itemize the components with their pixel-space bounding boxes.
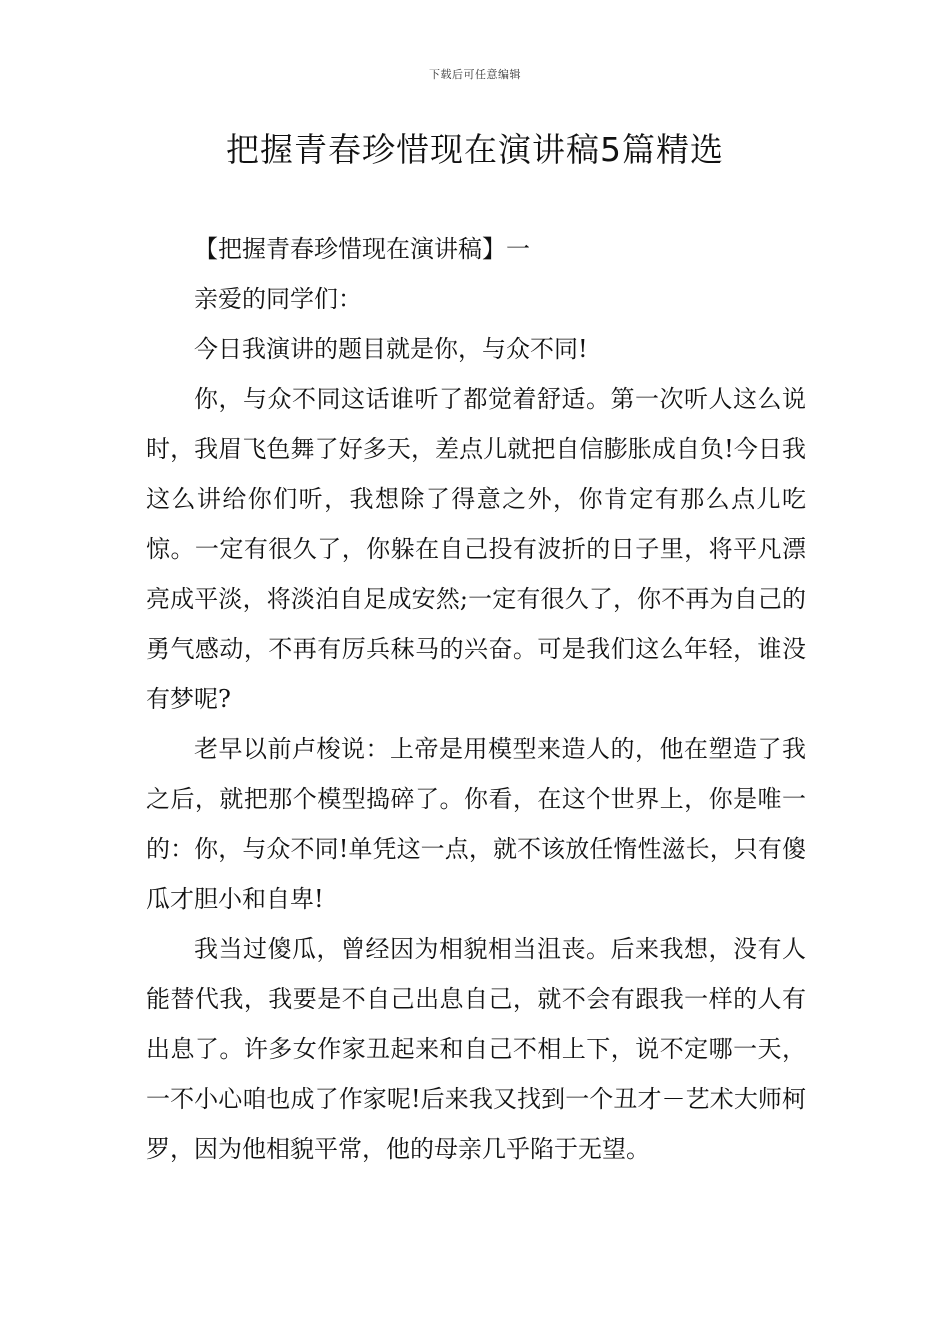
document-body <box>146 224 806 1174</box>
paragraph: 你，与众不同这话谁听了都觉着舒适。第一次听人这么说时，我眉飞色舞了好多天，差点儿就把自信膨胀成自负!今日我这么讲给你们听，我想除了得意之外，你肯定有那么点儿吃惊。一定有很久了，你躲在自己投有波折的日子里，将平凡漂亮成平淡，将淡泊自足成安然;一定有很久了，你不再为自己的勇气感动，不再有厉兵秣马的兴奋。可是我们这么年轻，谁没有梦呢? <box>146 385 806 713</box>
section-heading: 【把握青春珍惜现在演讲稿】一 <box>194 235 530 263</box>
paragraph: 今日我演讲的题目就是你，与众不同! <box>194 335 588 363</box>
paragraph: 我当过傻瓜，曾经因为相貌相当沮丧。后来我想，没有人能替代我，我要是不自己出息自己，就不会有跟我一样的人有出息了。许多女作家丑起来和自己不相上下，说不定哪一天，一不小心咱也成了作家呢!后来我又找到一个丑才－艺术大师柯罗，因为他相貌平常，他的母亲几乎陷于无望。 <box>146 935 806 1163</box>
page-header-note: 下载后可任意编辑 <box>429 68 521 81</box>
document-title: 把握青春珍惜现在演讲稿5篇精选 <box>226 130 724 169</box>
salutation: 亲爱的同学们： <box>194 285 362 313</box>
paragraph: 老早以前卢梭说：上帝是用模型来造人的，他在塑造了我之后，就把那个模型捣碎了。你看，在这个世界上，你是唯一的：你，与众不同!单凭这一点，就不该放任惰性滋长，只有傻瓜才胆小和自卑! <box>146 735 806 913</box>
